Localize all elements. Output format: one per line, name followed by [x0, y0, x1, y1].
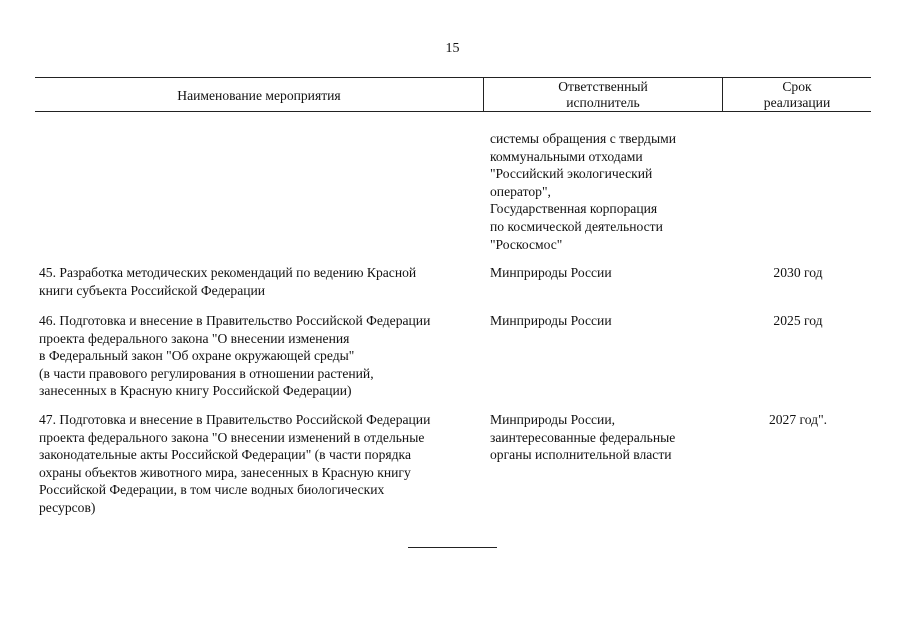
- table-top-rule: [35, 77, 871, 78]
- table-header-bottom-rule: [35, 111, 871, 112]
- row-activity: 46. Подготовка и внесение в Правительство Российской Федерации проекта федерального закона "О внесении изменения в Федеральный закон "Об охране окружающей среды" (в части правового регулирования в отношении растений, занесенных в Красную книгу Российской Федерации): [39, 313, 431, 399]
- row-activity: 45. Разработка методических рекомендаций по ведению Красной книги субъекта Российской Федерации: [39, 265, 417, 298]
- row-term: 2027 год".: [768, 412, 828, 427]
- header-responsible: Ответственный исполнитель: [558, 79, 648, 110]
- row-responsible: Минприроды России: [490, 265, 612, 280]
- end-of-table-rule: [408, 547, 497, 548]
- row-responsible: Минприроды России: [490, 313, 612, 328]
- row-term: 2030 год: [773, 265, 823, 280]
- row-term: 2025 год: [773, 313, 823, 328]
- continuation-responsible: системы обращения с твердыми коммунальными отходами "Российский экологический оператор", Государственная корпорация по космической деятельности "Роскосмос": [490, 131, 676, 252]
- header-term: Срок реализации: [763, 79, 831, 110]
- row-responsible: Минприроды России, заинтересованные федеральные органы исполнительной власти: [490, 412, 676, 463]
- row-activity: 47. Подготовка и внесение в Правительство Российской Федерации проекта федерального закона "О внесении изменений в отдельные законодательные акты Российской Федерации" (в части порядка охраны объектов животного мира, занесенных в Красную книгу Российской Федерации, в том числе водных биологических ресурсов): [39, 412, 431, 515]
- page-number: 15: [445, 41, 460, 56]
- header-activity: Наименование мероприятия: [177, 88, 341, 103]
